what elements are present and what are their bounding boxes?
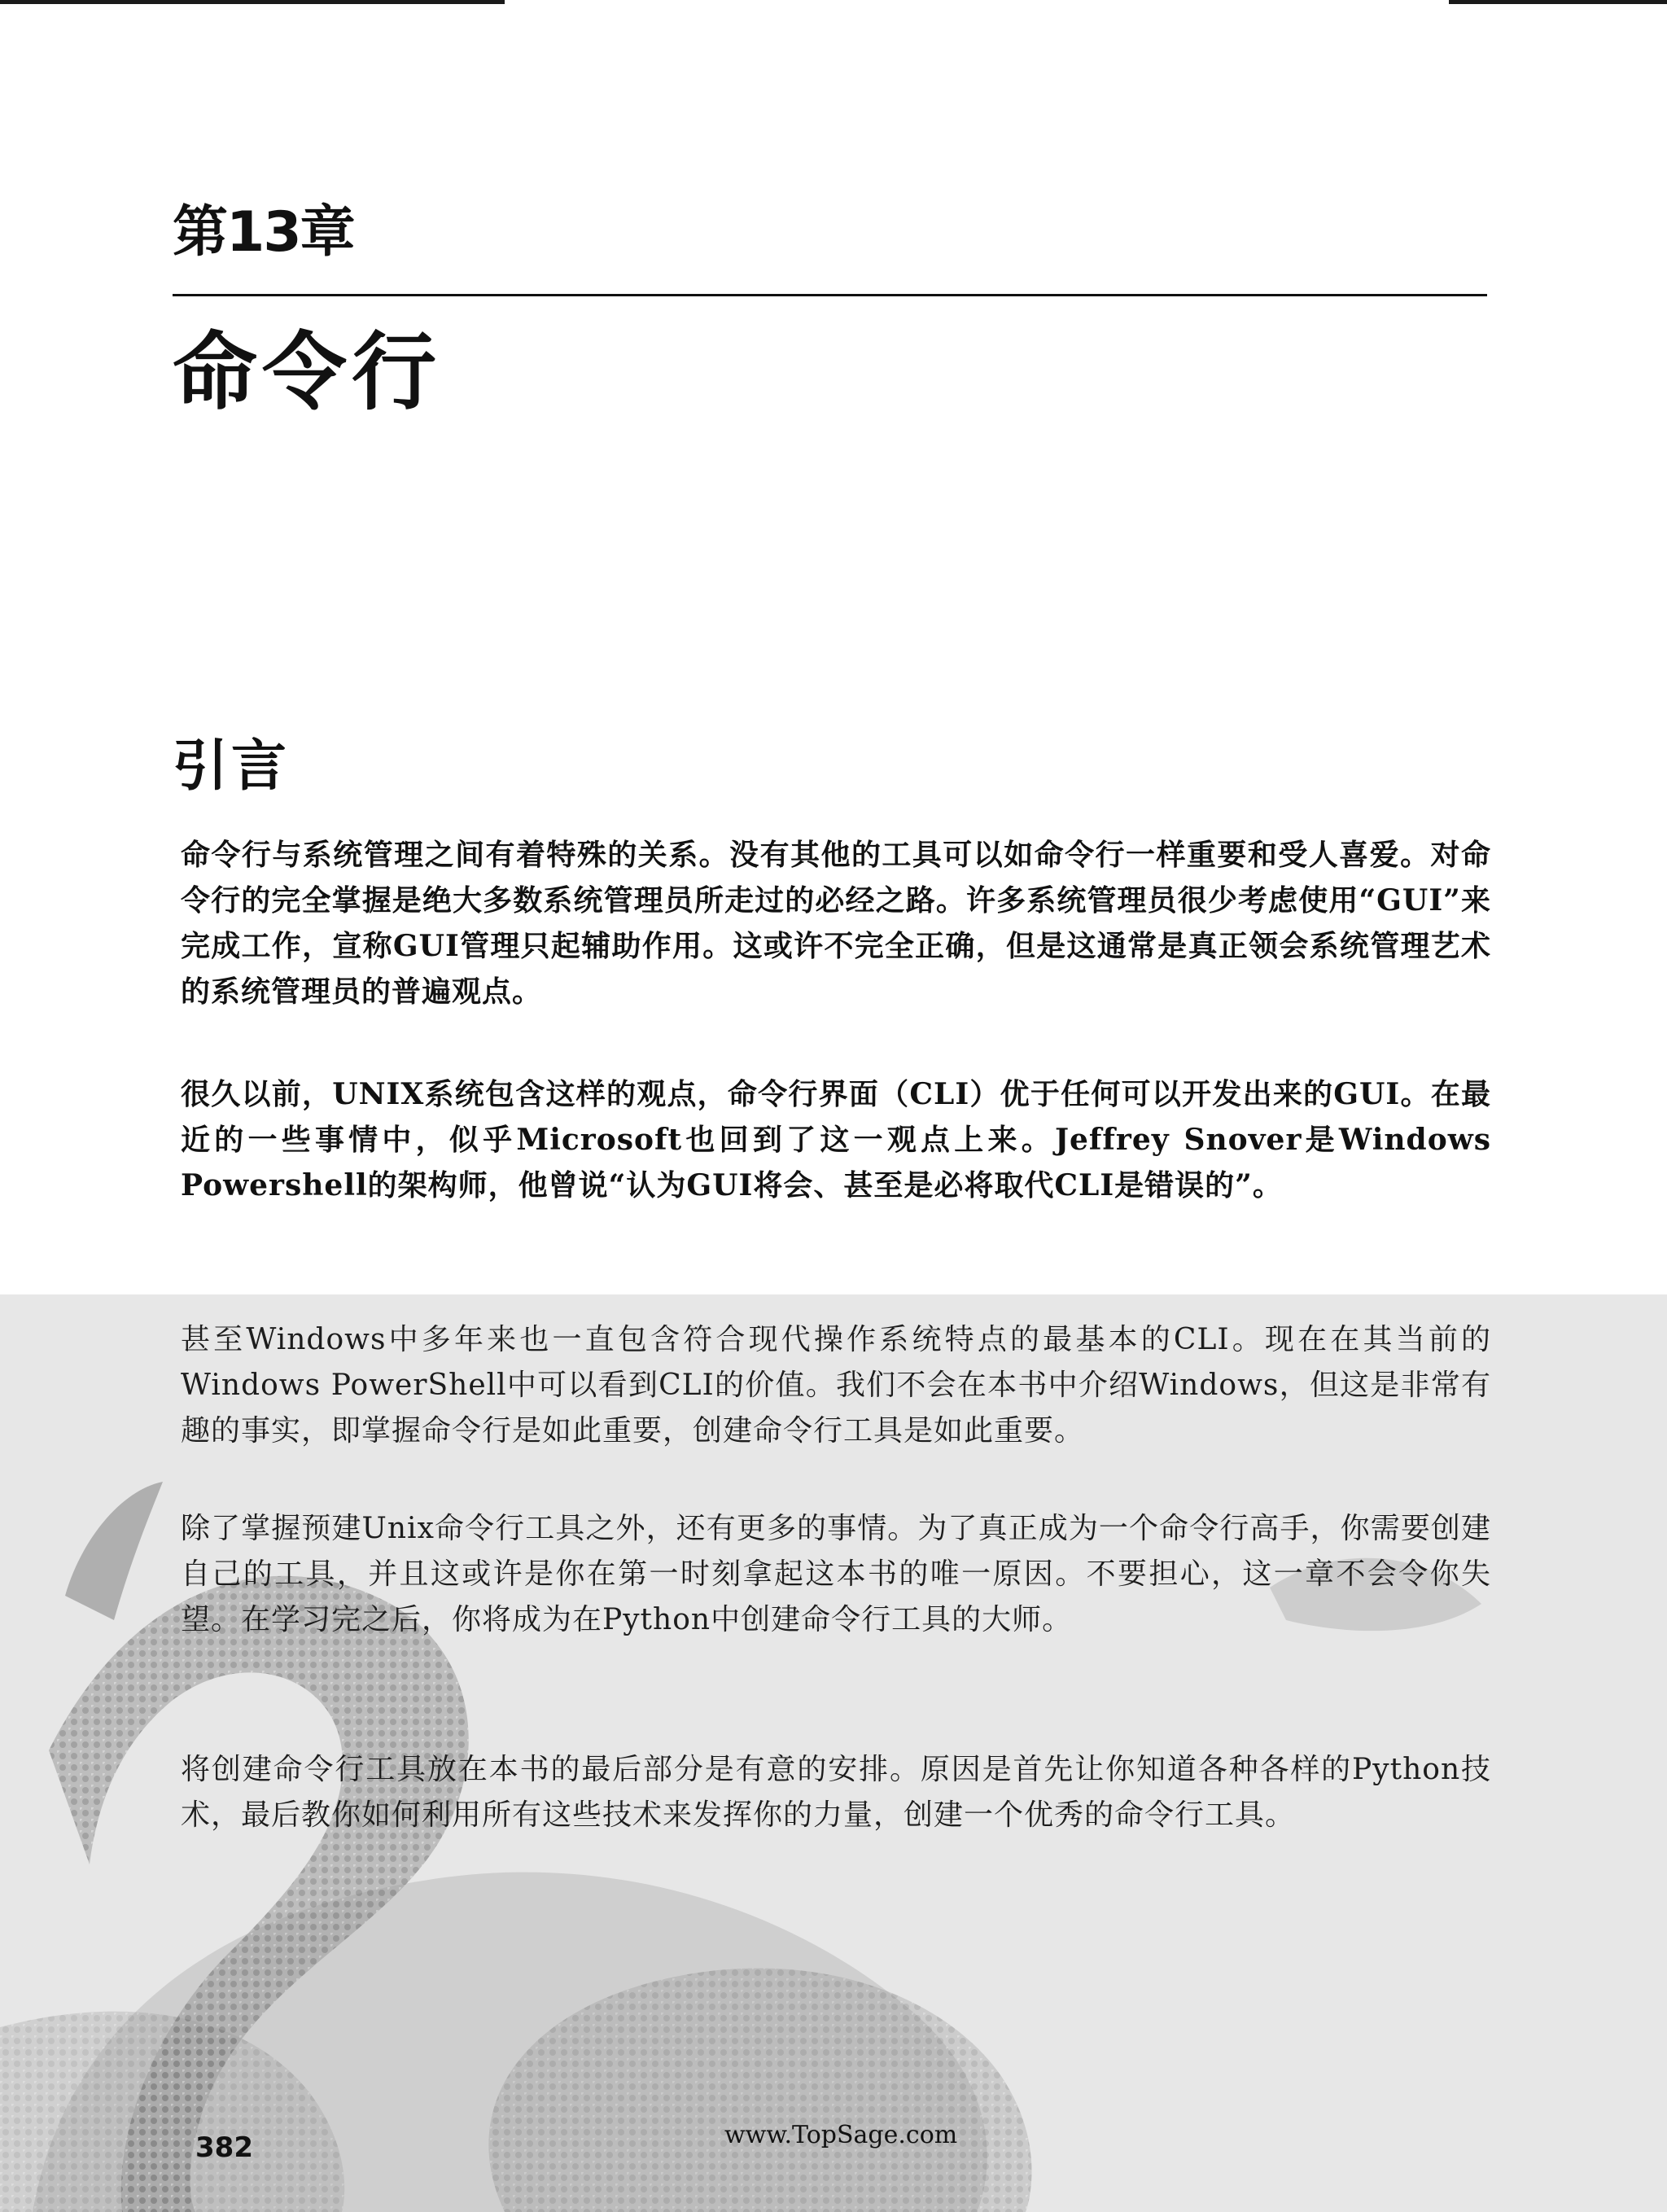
chapter-number: 第13章 (173, 200, 354, 265)
section-heading: 引言 (173, 734, 291, 799)
footer-url: www.TopSage.com (724, 2121, 958, 2149)
page-number: 382 (195, 2131, 253, 2164)
chapter-divider (173, 294, 1487, 296)
chapter-title: 命令行 (173, 322, 442, 422)
paragraph-intro: 命令行与系统管理之间有着特殊的关系。没有其他的工具可以如命令行一样重要和受人喜爱。对命令行的完全掌握是绝大多数系统管理员所走过的必经之路。许多系统管理员很少考虑使用“GUI”来完成工作，宣称GUI管理只起辅助作用。这或许不完全正确，但是这通常是真正领会系统管理艺术的系统管理员的普遍观点。 (181, 838, 1491, 1009)
paragraph-build-tools: 除了掌握预建Unix命令行工具之外，还有更多的事情。为了真正成为一个命令行高手，你需要创建自己的工具，并且这或许是你在第一时刻拿起这本书的唯一原因。不要担心，这一章不会令你失望。在学习完之后，你将成为在Python中创建命令行工具的大师。 (181, 1512, 1491, 1636)
top-edge-rule-left (0, 0, 505, 4)
top-edge-rule-right (1449, 0, 1667, 4)
paragraph-chapter-placement: 将创建命令行工具放在本书的最后部分是有意的安排。原因是首先让你知道各种各样的Python技术，最后教你如何利用所有这些技术来发挥你的力量，创建一个优秀的命令行工具。 (181, 1753, 1491, 1832)
paragraph-windows: 甚至Windows中多年来也一直包含符合现代操作系统特点的最基本的CLI。现在在其当前的Windows PowerShell中可以看到CLI的价值。我们不会在本书中介绍Windows，但这是非常有趣的事实，即掌握命令行是如此重要，创建命令行工具是如此重要。 (181, 1323, 1491, 1448)
paragraph-unix-cli: 很久以前，UNIX系统包含这样的观点，命令行界面（CLI）优于任何可以开发出来的GUI。在最近的一些事情中，似乎Microsoft也回到了这一观点上来。Jeffrey Snover是Windows Powershell的架构师，他曾说“认为GUI将会、甚至是必将取代CLI是错误的”。 (181, 1077, 1491, 1202)
